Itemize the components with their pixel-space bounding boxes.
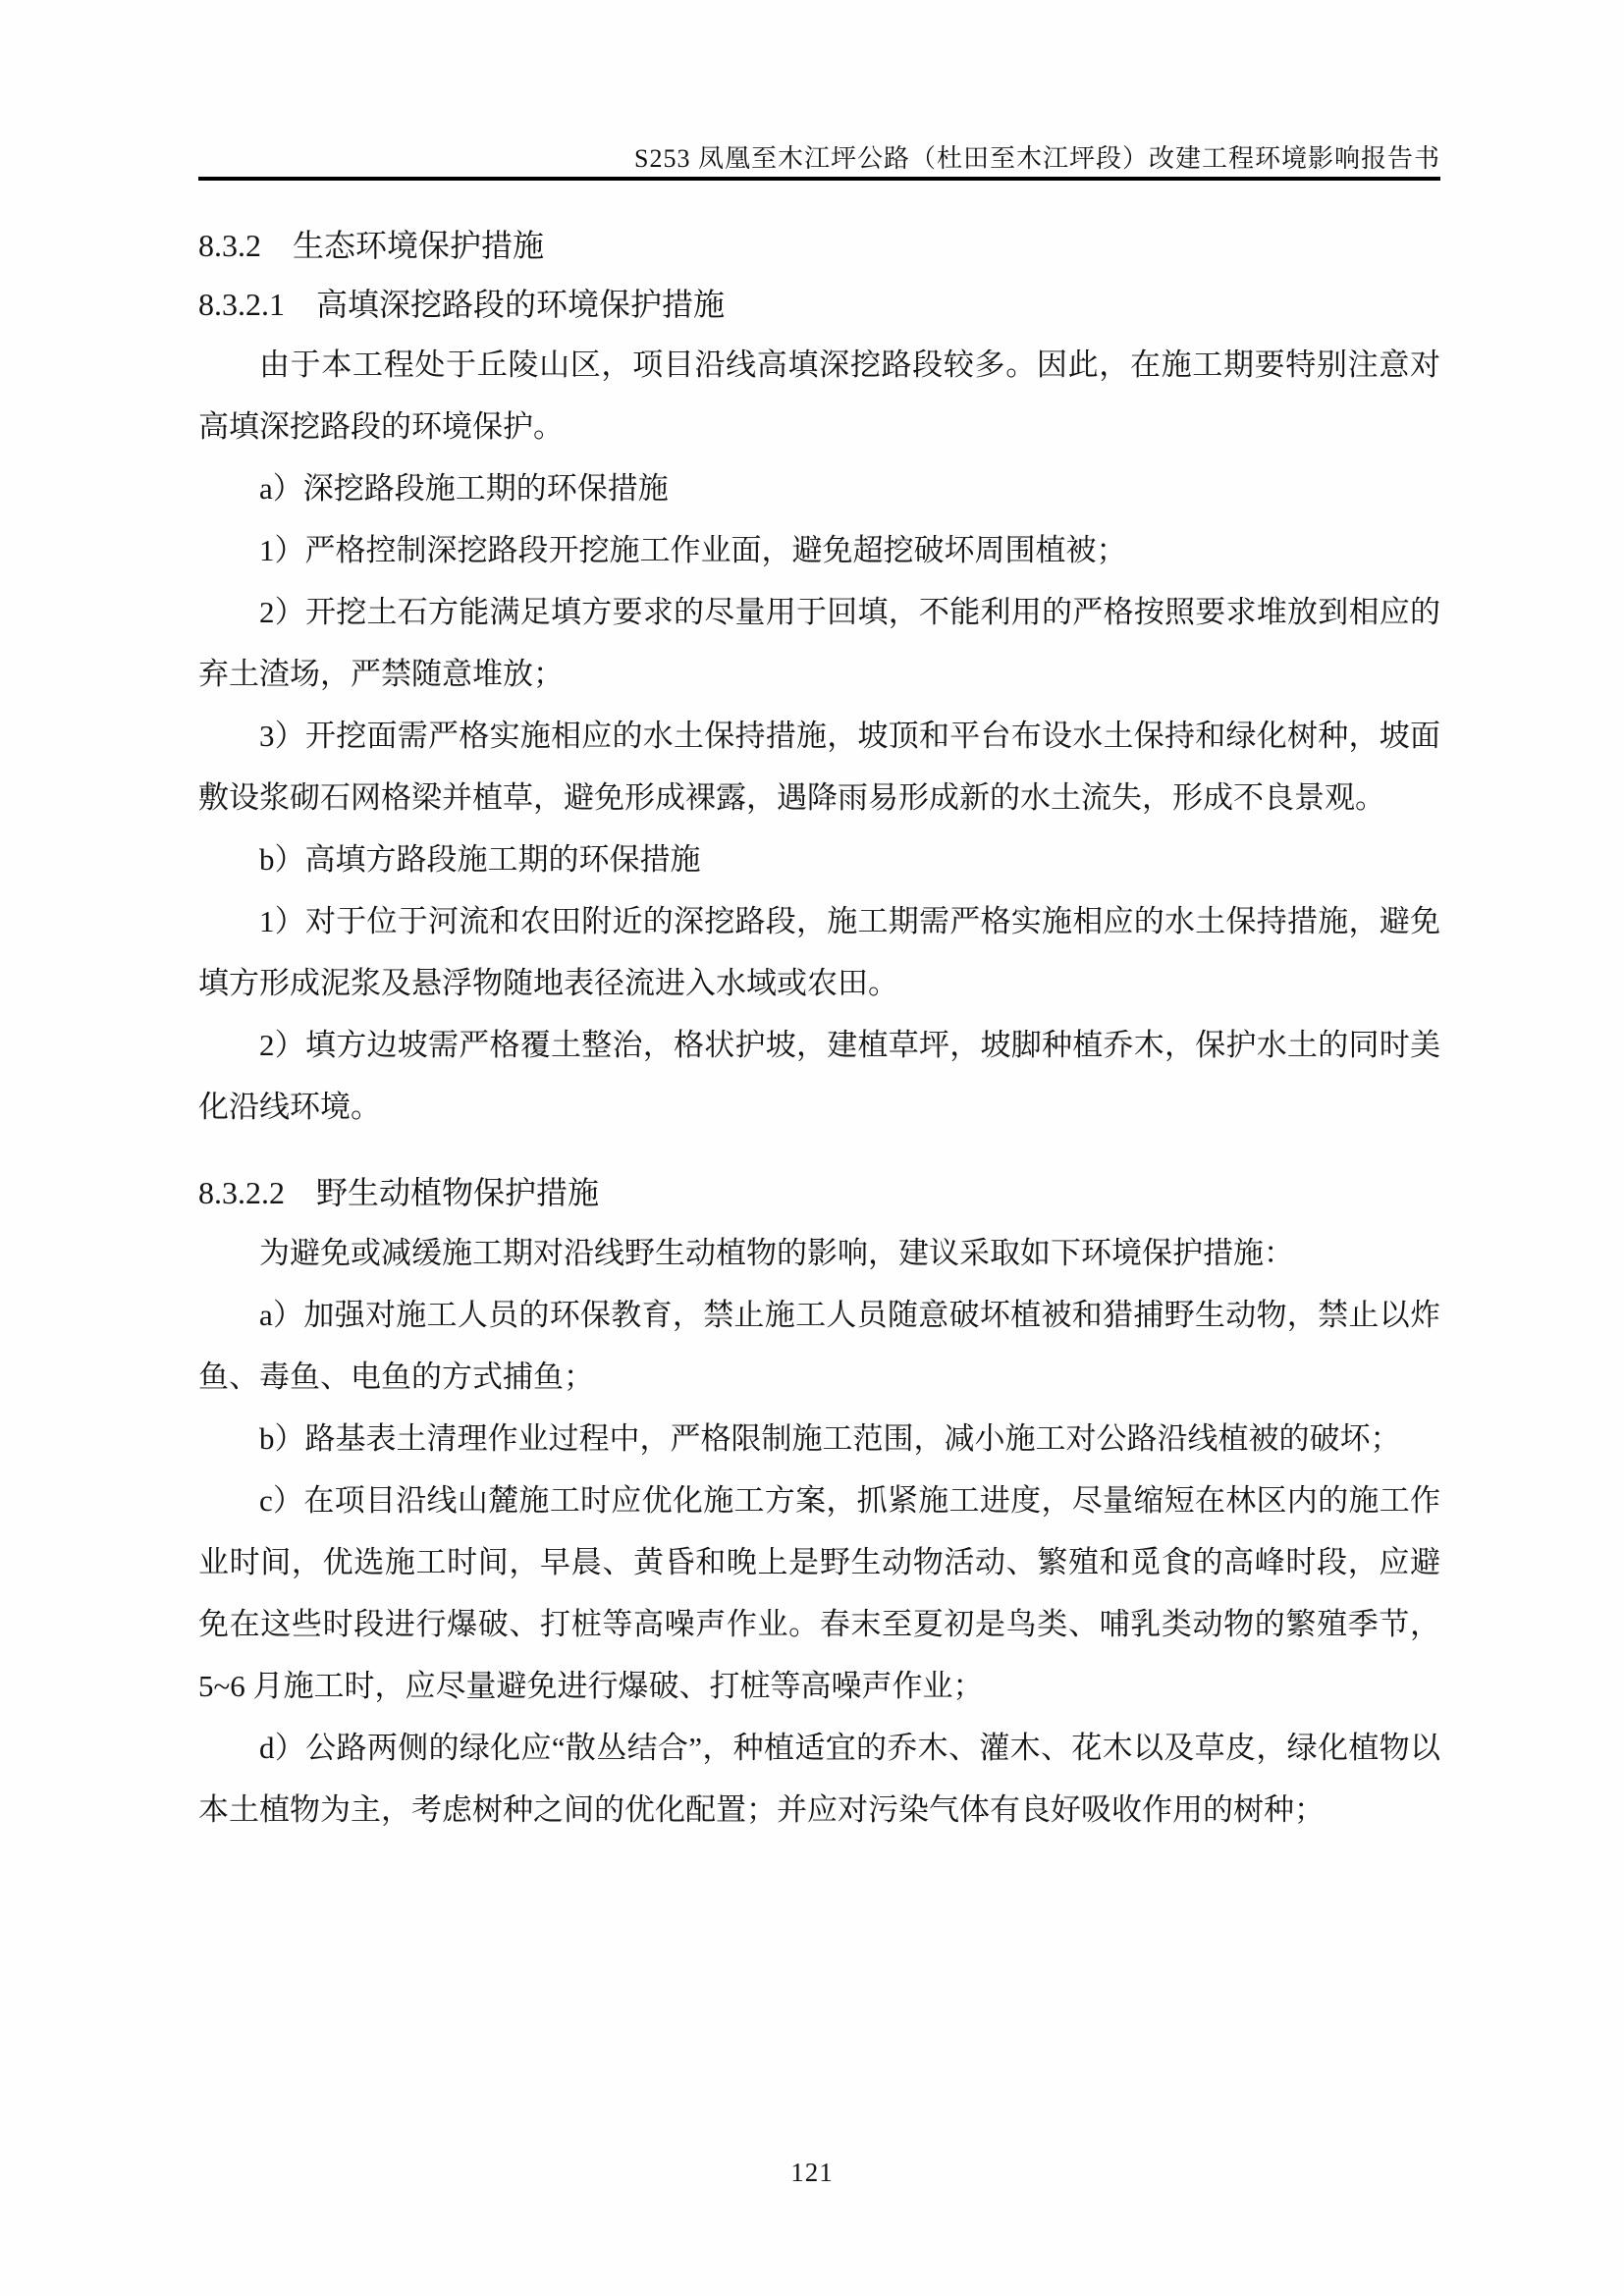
body-paragraph: d）公路两侧的绿化应“散丛结合”，种植适宜的乔木、灌木、花木以及草皮，绿化植物以本土植物为主，考虑树种之间的优化配置；并应对污染气体有良好吸收作用的树种； [198, 1731, 1440, 1827]
body-paragraph: b）路基表土清理作业过程中，严格限制施工范围，减小施工对公路沿线植被的破坏； [259, 1421, 1401, 1456]
page-number: 121 [790, 2158, 834, 2187]
section-heading: 8.3.2.1 高填深挖路段的环境保护措施 [198, 287, 726, 322]
page-footer [0, 2158, 1624, 2188]
body-paragraph: 2）填方边坡需严格覆土整治，格状护坡，建植草坪，坡脚种植乔木，保护水土的同时美化沿线环境。 [198, 1028, 1440, 1124]
body-paragraph: 2）开挖土石方能满足填方要求的尽量用于回填，不能利用的严格按照要求堆放到相应的弃土渣场，严禁随意堆放； [198, 595, 1440, 691]
body-paragraph: b）高填方路段施工期的环保措施 [259, 842, 701, 877]
section-heading: 8.3.2.2 野生动植物保护措施 [198, 1175, 600, 1210]
body-paragraph: c）在项目沿线山麓施工时应优化施工方案，抓紧施工进度，尽量缩短在林区内的施工作业时间，优选施工时间，早晨、黄昏和晚上是野生动物活动、繁殖和觅食的高峰时段，应避免在这些时段进行爆破、打桩等高噪声作业。春末至夏初是鸟类、哺乳类动物的繁殖季节，5~6 月施工时，应尽量避免进行爆破、打桩等高噪声作业； [198, 1483, 1440, 1703]
section-heading: 8.3.2 生态环境保护措施 [198, 228, 545, 263]
body-paragraph: 1）严格控制深挖路段开挖施工作业面，避免超挖破坏周围植被； [259, 533, 1127, 567]
body-paragraph: a）加强对施工人员的环保教育，禁止施工人员随意破坏植被和猎捕野生动物，禁止以炸鱼、毒鱼、电鱼的方式捕鱼； [198, 1298, 1440, 1394]
page-header [198, 0, 1440, 181]
body-paragraph: 3）开挖面需严格实施相应的水土保持措施，坡顶和平台布设水土保持和绿化树种，坡面敷设浆砌石网格梁并植草，避免形成裸露，遇降雨易形成新的水土流失，形成不良景观。 [198, 719, 1440, 815]
body-paragraph: 为避免或减缓施工期对沿线野生动植物的影响，建议采取如下环境保护措施： [259, 1236, 1294, 1270]
body-paragraph: 1）对于位于河流和农田附近的深挖路段，施工期需严格实施相应的水土保持措施，避免填方形成泥浆及悬浮物随地表径流进入水域或农田。 [198, 904, 1440, 1000]
document-content [198, 179, 1440, 1841]
body-paragraph: 由于本工程处于丘陵山区，项目沿线高填深挖路段较多。因此，在施工期要特别注意对高填深挖路段的环境保护。 [198, 347, 1440, 444]
header-title: S253 凤凰至木江坪公路（杜田至木江坪段）改建工程环境影响报告书 [198, 0, 1440, 181]
body-paragraph: a）深挖路段施工期的环保措施 [259, 471, 669, 506]
